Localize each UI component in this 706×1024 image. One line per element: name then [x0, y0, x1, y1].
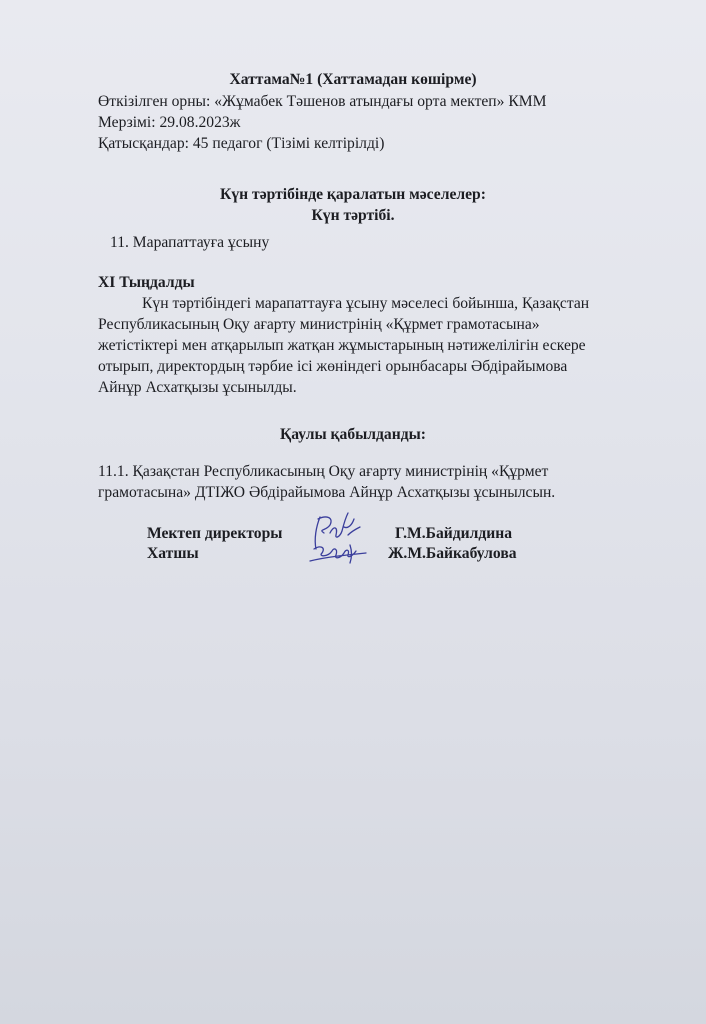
- secretary-title: Хатшы: [147, 545, 199, 562]
- resolution-heading: Қаулы қабылданды:: [280, 426, 426, 443]
- director-name: Г.М.Байдилдина: [395, 525, 513, 542]
- secretary-name: Ж.М.Байкабулова: [388, 545, 517, 562]
- director-title: Мектеп директоры: [147, 525, 283, 542]
- document-title: Хаттама№1 (Хаттамадан көшірме): [229, 71, 477, 88]
- heard-heading: XI Тыңдалды: [98, 274, 195, 291]
- resolution-line: 11.1. Қазақстан Республикасының Оқу ағарту министрінің «Құрмет: [98, 463, 549, 480]
- heard-line: жетістіктері мен атқарылып жатқан жұмыстарының нәтижелілігін ескере: [98, 337, 586, 354]
- participants-line: Қатысқандар: 45 педагог (Тізімі келтірілді): [98, 135, 385, 152]
- heard-line: Айнұр Асхатқызы ұсынылды.: [98, 379, 297, 396]
- agenda-subheading: Күн тәртібі.: [311, 207, 395, 224]
- heard-line: Республикасының Оқу ағарту министрінің «Құрмет грамотасына»: [98, 316, 540, 333]
- resolution-line: грамотасына» ДТІЖО Әбдірайымова Айнұр Асхатқызы ұсынылсын.: [98, 484, 556, 501]
- heard-line: Күн тәртібіндегі марапаттауға ұсыну мәселесі бойынша, Қазақстан: [142, 295, 590, 312]
- agenda-heading: Күн тәртібінде қаралатын мәселелер:: [220, 186, 486, 203]
- agenda-item: 11. Марапаттауға ұсыну: [110, 234, 270, 251]
- date-line: Мерзімі: 29.08.2023ж: [98, 114, 241, 131]
- handwritten-signature-icon: [290, 505, 380, 575]
- heard-line: отырып, директордың тәрбие ісі жөніндегі орынбасары Әбдірайымова: [98, 358, 568, 375]
- venue-line: Өткізілген орны: «Жұмабек Тәшенов атындағы орта мектеп» КММ: [98, 93, 547, 110]
